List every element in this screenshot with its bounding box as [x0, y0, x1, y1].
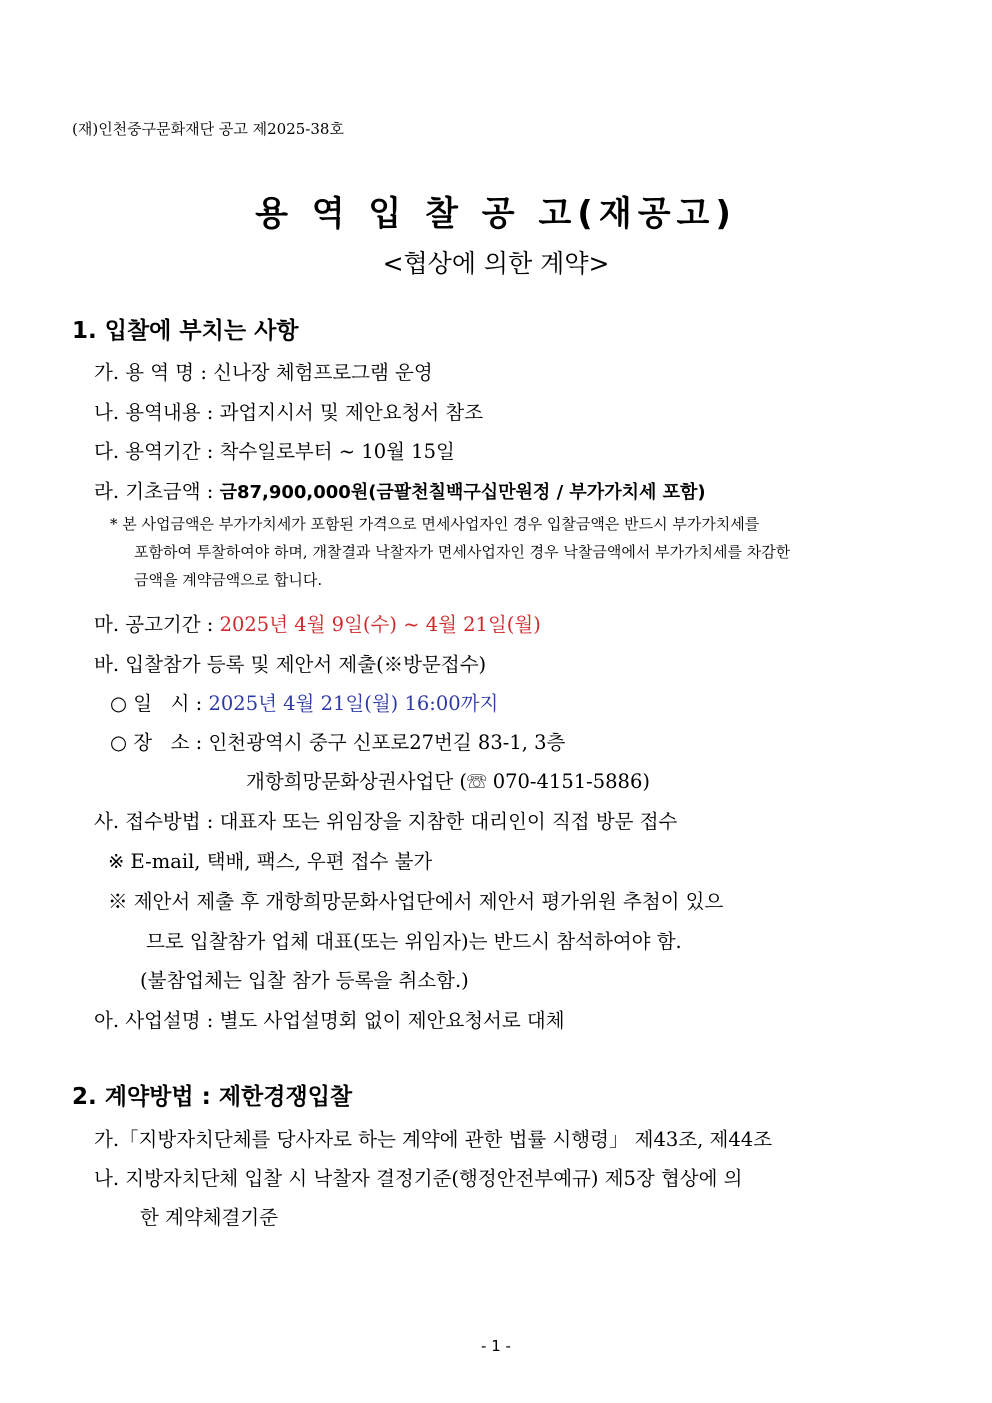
registration-datetime [110, 688, 498, 716]
registration-place [110, 727, 565, 755]
item-announcement-period [94, 609, 541, 637]
item-value: 과업지시서 및 제안요청서 참조 [219, 401, 484, 424]
item-service-content [94, 397, 483, 425]
contract-law-reference: 가.「지방자치단체를 당사자로 하는 계약에 관한 법률 시행령」 제43조, 제44조 [94, 1128, 773, 1151]
item-value: 대표자 또는 위임장을 지참한 대리인이 직접 방문 접수 [219, 810, 678, 833]
amount-note [110, 510, 930, 594]
contract-criteria: 나. 지방자치단체 입찰 시 낙찰자 결정기준(행정안전부예규) 제5장 협상에 의 [94, 1167, 743, 1190]
item-value: 별도 사업설명회 없이 제안요청서로 대체 [219, 1009, 565, 1032]
item-label: 아. 사업설명 : [94, 1009, 214, 1032]
item-label: ○ 일 시 : [110, 692, 203, 715]
item-label: 라. 기초금액 : [94, 480, 214, 503]
item-value: 신나장 체험프로그램 운영 [213, 361, 433, 384]
item-label: 다. 용역기간 : [94, 440, 214, 463]
announcement-reference: (재)인천중구문화재단 공고 제2025-38호 [72, 120, 344, 138]
item-label: 사. 접수방법 : [94, 810, 214, 833]
item-registration: 바. 입찰참가 등록 및 제안서 제출(※방문접수) [94, 653, 487, 676]
submission-note-2-cont: 므로 입찰참가 업체 대표(또는 위임자)는 반드시 참석하여야 함. [146, 930, 682, 953]
item-value: 금87,900,000원(금팔천칠백구십만원정 / 부가가치세 포함) [219, 482, 706, 503]
page-number: - 1 - [481, 1337, 511, 1355]
note-line: 포함하여 투찰하여야 하며, 개찰결과 낙찰자가 면세사업자인 경우 낙찰금액에서 부가가치세를 차감한 [134, 543, 791, 561]
item-project-briefing [94, 1005, 565, 1033]
submission-note-2: ※ 제안서 제출 후 개항희망문화사업단에서 제안서 평가위원 추첨이 있으 [108, 890, 724, 913]
item-value: 2025년 4월 21일(월) 16:00까지 [208, 692, 499, 715]
section-1-heading: 1. 입찰에 부치는 사항 [72, 318, 299, 344]
item-service-name [94, 357, 433, 385]
note-line: 금액을 계약금액으로 합니다. [134, 571, 323, 589]
item-value: 인천광역시 중구 신포로27번길 83-1, 3층 [208, 731, 566, 754]
item-label: 나. 용역내용 : [94, 401, 214, 424]
item-submission-method [94, 806, 677, 834]
item-value: 착수일로부터 ~ 10월 15일 [219, 440, 455, 463]
item-label: 마. 공고기간 : [94, 613, 214, 636]
submission-note-2-cont: (불참업체는 입찰 참가 등록을 취소함.) [140, 969, 469, 992]
item-label: 가. 용 역 명 : [94, 361, 207, 384]
item-label: ○ 장 소 : [110, 731, 203, 754]
item-value: 2025년 4월 9일(수) ~ 4월 21일(월) [219, 613, 541, 636]
section-2-heading: 2. 계약방법 : 제한경쟁입찰 [72, 1084, 353, 1110]
contract-criteria-cont: 한 계약체결기준 [140, 1206, 279, 1229]
item-service-period [94, 436, 455, 464]
registration-place-office: 개항희망문화상권사업단 (☏ 070-4151-5886) [246, 770, 650, 793]
item-base-amount [94, 476, 706, 504]
note-line: * 본 사업금액은 부가가치세가 포함된 가격으로 면세사업자인 경우 입찰금액은 반드시 부가가치세를 [110, 515, 760, 533]
submission-note-1: ※ E-mail, 택배, 팩스, 우편 접수 불가 [108, 850, 433, 873]
page-subtitle: <협상에 의한 계약> [382, 249, 610, 278]
page-title: 용 역 입 찰 공 고(재공고) [255, 194, 737, 234]
